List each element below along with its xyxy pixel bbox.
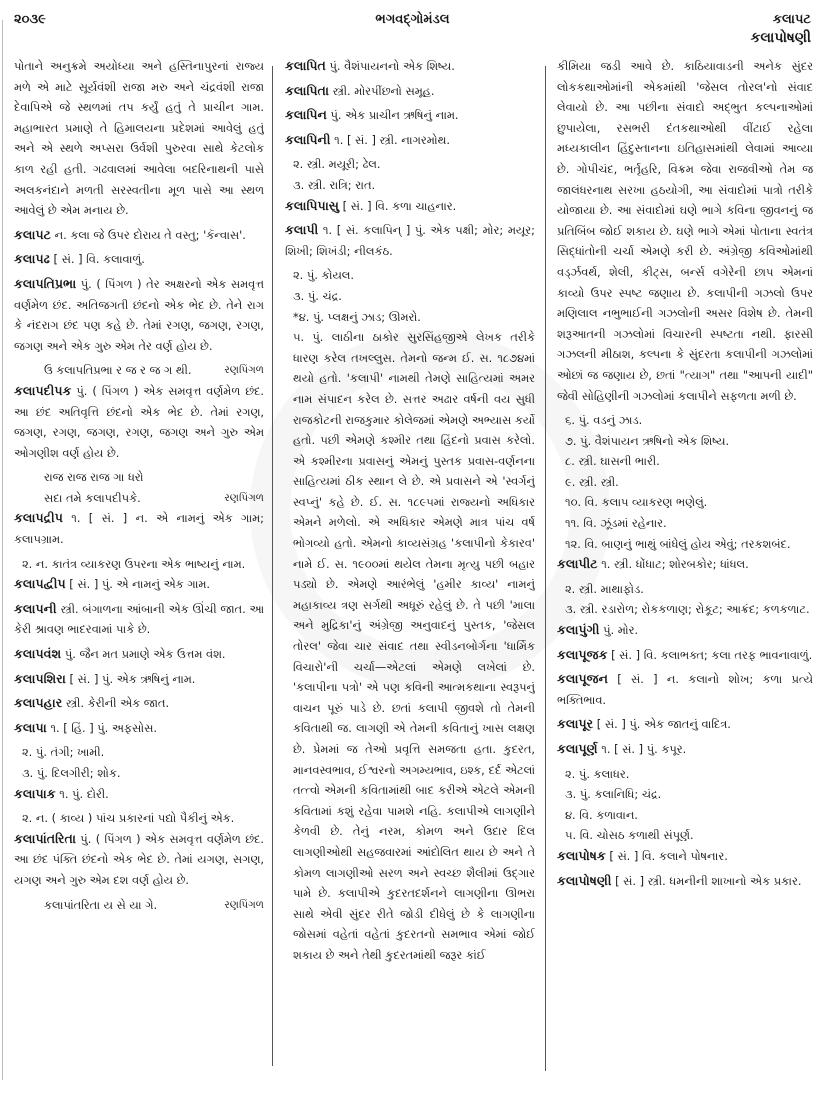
dictionary-entry [14,574,264,595]
definition: પું. મોર. [599,623,639,638]
sense-definition: ૩. પું. કલાનિધિ; ચંદ્ર. [565,787,662,802]
headword: કલાપહાર [14,695,63,711]
sense-definition: ૩. સ્ત્રી. રાત્રિ; રાત. [293,177,376,192]
column-1 [14,56,264,1075]
definition: [ સં. ] સ્ત્રી. ધમનીની શાખાનો એક પ્રકાર. [611,873,802,888]
definition: પું. જૈન મત પ્રમાણે એક ઉત્તમ વંશ. [61,647,226,662]
dictionary-entry [557,554,813,575]
dictionary-entry [14,274,264,356]
dictionary-entry [14,381,264,463]
dictionary-entry [285,105,535,126]
headword: કલાપીટ [557,556,598,572]
verse-quote [14,895,264,916]
dictionary-entry [557,669,813,710]
dictionary-entry [557,620,813,641]
dictionary-entry [14,693,264,714]
definition: સ્ત્રી. બંગાળના આંબાની એક ઊંચી જાત. આ કેરી શ્રાવણ ભાદરવામાં પાકે છે. [14,601,264,637]
source-reference: રણપિંગળ [224,491,264,504]
definition: પું. ( પિંગળ ) એક સમવૃત્ત વર્ણમેળ છંદ. આ છંદ અતિવૃત્તિ છંદનો એક ભેદ છે. તેમાં રગણ, જગણ, રગણ, જગણ, રગણ, જગણ અને ગુરુ એમ ઓગણીશ વર્ણ હોય છે. [14,383,264,460]
continued-text: પોતાને અનુક્રમે અયોધ્યા અને હસ્તિનાપુરનાં રાજ્ય મળે એ માટે સૂર્યવંશી રાજા મરુ અને ચંદ્રવંશી રાજા દેવાપિએ જે સ્થળમાં તપ કર્યું હતું તે પ્રાચીન ગામ. મહાભારત પ્રમાણે તે હિમાલયના પ્રદેશમાં આવેલું હતું અને એ સ્થળે અપ્સરા ઉર્વશી પુરુરવા સાથે કેટલોક કાળ રહી હતી. ગઢવાલમાં આવેલા બદરિનાથની પાસે અલકનંદાને મળતી સરસ્વતીના મૂળ પાસે આ સ્થળ આવેલું છે એમ મનાય છે. [14,59,264,218]
dictionary-entry [14,784,264,805]
dictionary-entry [285,196,535,217]
headword: કલાપોષણી [557,872,612,888]
headword: કલાપટ [14,226,52,242]
headword: કલાપી [285,222,319,238]
definition: [ સં. ] પું. એક જાતનું વાદિત્ર. [593,717,731,732]
sense-definition: ૭. પું. વૈશંપાયન ઋષિનો એક શિષ્ય. [565,433,730,448]
dictionary-entry [14,508,264,549]
definition: ૧. [ સં. ] ન. એ નામનું એક ગામ; કલાપગ્રામ. [14,511,264,547]
source-reference: રણપિંગળ [224,898,264,911]
sense-definition: ૨. સ્ત્રી. મયૂરી; ઢેલ. [293,157,381,172]
dictionary-entry [557,739,813,760]
definition: [ સં. ] વિ. કલાવાળું. [49,252,145,267]
headword: કલાપોષક [557,847,606,863]
sense-definition: ૨. ન. ( કાવ્ય ) પાંચ પ્રકારનાં પદ્યો પૈકીનું એક. [22,811,235,826]
sense-definition: ૨. પું. કોયલ. [293,268,355,283]
headword: કલાપદીપક [14,382,72,398]
headword: કલાપા [14,719,47,735]
sense-definition: ૧૧. વિ. ઝૂંડમાં રહેનાર. [565,516,667,531]
headword: કલાપદ્વીપ [14,576,66,592]
guide-word-end: કલાપોષણી [750,30,811,46]
headword: કલાપૂર [557,716,594,732]
headword: કલાપિની [285,131,331,147]
definition: ૧. [ હિં. ] પું. અફસોસ. [46,720,157,735]
dictionary-entry [285,81,535,102]
definition: ૧. પું. દોરી. [55,786,109,801]
page-number: ૨૦૩૯ [14,12,46,27]
definition: [ સં. ] પું. એક ઋષિનું નામ. [65,671,196,686]
sense-definition: ૨. ન. કાતંત્ર વ્યાકરણ ઉપરના એક ભાષ્યનું નામ. [22,556,246,571]
headword: કલાપિન [285,107,327,123]
dictionary-entry [14,225,264,246]
sense-definition: ૨. સ્ત્રી. માથાફોડ. [565,581,644,596]
definition: [ સં. ] વિ. કલાને પોષનાર. [605,848,728,863]
dictionary-entry [285,130,535,151]
sense-definition: ૨. પું. કલાધર. [565,766,630,781]
sense-definition: ૧૦. વિ. કલાપ વ્યાકરણ ભણેલું. [565,495,708,510]
definition: [ સં. ] ન. કલાનો શોખ; કળા પ્રત્યે ભક્તિભાવ. [557,672,813,707]
sense-definition: ૧૨. વિ. બાણનું ભાથું બાંધેલું હોય એવું; તરકશબંદ. [565,536,791,551]
sense-definition: ૩. પું. દિલગીરી; શોક. [22,766,121,780]
sense-definition: ૯. સ્ત્રી. સ્ત્રી. [565,474,619,489]
dictionary-entry [14,718,264,739]
sense-definition: ૬. પું. વડનું ઝાડ. [565,413,643,428]
headword: કલાપુંગી [557,622,600,638]
sense-definition: ૫. પું. લાઠીના ઠાકોર સુરસિંહજીએ લેખક તરીકે ધારણ કરેલ તખલ્લુસ. તેમનો જન્મ ઈ. સ. ૧૮૭૪માં થયો હતો. 'કલાપી' નામથી તેમણે સાહિત્યમાં અમર નામ સંપાદન કરેલ છે. સત્તર અઢાર વર્ષની વય સુધી રાજકોટની રાજકુમાર કોલેજમાં એમણે અભ્યાસ કર્યો હતો. પછી એમણે કશ્મીર તથા હિંદનો પ્રવાસ કરેલો. એ કશ્મીરના પ્રવાસનું એમનું પુસ્તક પ્રવાસ-વર્ણનના સાહિત્યમાં ઠીક સ્થાન લે છે. એ પ્રવાસને એ 'સ્વર્ગનું સ્વપ્નું' કહે છે. ઈ. સ. ૧૮૯૫માં રાજ્યનો અધિકાર એમને મળેલો. એ અધિકાર એમણે માત્ર પાંચ વર્ષ ભોગવ્યો હતો. એમનો કાવ્યસંગ્રહ 'કલાપીનો કેકારવ' નામે ઈ. સ. ૧૯૦૦માં થયેલ તેમના મૃત્યુ પછી બહાર પડ્યો છે. એમણે આરંભેલું 'હમીર કાવ્ય' નામનું મહાકાવ્ય ત્રણ સર્ગથી અધૂરું રહેલું છે. તે પછી 'માલા અને મુદ્રિકા'નું અંગ્રેજી અનુવાદનું પુસ્તક, 'જેસલ તોરલ' જેવા ચાર સંવાદ તથા સ્વીડનબોર્ગના 'ધાર્મિક વિચારો'ની ચર્ચા—એટલાં એમણે લખેલાં છે. 'કલાપીના પત્રો' એ પણ કવિની આત્મકથાના સ્વરૂપનું વાચન પૂરું પાડે છે. છતાં કલાપી જીવશે તો તેમની કવિતાથી જ. લાગણી એ તેમની કવિતાનું ખાસ લક્ષણ છે. પ્રેમમાં જ તેઓ પ્રવૃત્તિ સમજતા હતા. કુદરત, માનવસ્વભાવ, ઈશ્વરનો અગમ્યભાવ, ઇશ્ક, દર્દ એટલાં તત્ત્વો એમની કવિતામાંથી બાદ કરીએ એટલે એમની કવિતામાં કશું રહેવા પામશે નહિ. કલાપીએ લાગણીને કેળવી છે. તેનું નરમ, કોમળ અને ઉદાર દિલ લાગણીઓથી સહજવારમાં આંદોલિત થાય છે અને તે કોમળ લાગણીઓ સરળ અને સ્વચ્છ શૈલીમાં ઉદ્ગાર પામે છે. કલાપીએ કુદરતદર્શનને લાગણીના ઊભરા સાથે એવી સુંદર રીતે જોડી દીધેલું છે કે લાગણીના જોસમાં વહેતાં વહેતાં કુદરતનો સમભાવ એમાં જોઈ શકાય છે અને તેથી કુદરતમાંથી જરૂર કાંઈ [293,330,535,962]
definition: [ સં. ] વિ. કળા ચાહનાર. [338,198,457,213]
verse-text: ઉ કલાપતિપ્રભા ર જ ર જ ગ થી. [44,363,192,378]
headword: કલાપિત [285,58,326,73]
verse-text: સદા તમે કલાપદીપકે. [44,490,141,505]
verse-text: કલાપાંતરિતા ય સે યા ગે. [44,897,158,912]
headword: કલાપાંતરિતા [14,830,76,846]
headword: કલાપની [14,600,57,616]
dictionary-entry [557,846,813,867]
guide-word-start: કલાપટ [772,12,811,27]
sense-definition: ૪. વિ. કળાવાન. [565,807,638,822]
definition: સ્ત્રી. કેરીની એક જાત. [62,696,170,711]
sense-definition: ૨. પું. તંગી; ખામી. [22,745,105,760]
dictionary-entry [14,669,264,690]
verse-quote [14,467,264,488]
dictionary-entry [557,645,813,666]
headword: કલાપઢ [14,251,50,267]
dictionary-entry [557,714,813,735]
definition: પું. ( પિંગળ ) તેર અક્ષરનો એક સમવૃત્ત વર્ણમેળ છંદ. અતિજગતી છંદનો એક ભેદ છે. તેને રાગ કે નંદરાગ છંદ પણ કહે છે. તેમાં રગણ, જગણ, રગણ, જગણ અને એક ગુરુ એમ તેર વર્ણ હોય છે. [14,276,264,353]
definition: [ સં. ] પું. એ નામનું એક ગામ. [65,577,211,592]
dictionary-entry [14,829,264,891]
sense-definition: *૪. પું. પ્લક્ષનું ઝાડ; ઊમરો. [293,309,421,324]
column-divider [272,66,273,1066]
sense-definition: ૩. સ્ત્રી. રડારોળ; રોકકળાણ; રોકૂટ; આક્રંદ; કળકળાટ. [565,602,810,617]
page-edge-line [2,20,3,1080]
headword: કલાપૂજક [557,646,608,662]
column-divider [545,66,546,1071]
headword: કલાપતિપ્રભા [14,275,77,291]
column-3 [557,56,813,1075]
definition: ૧. [ સં. ] પું. કપૂર. [597,742,687,756]
headword: કલાપૂર્ણ [557,741,598,756]
definition: [ સં. ] વિ. કલાભક્ત; કલા તરફ ભાવનાવાળું. [607,647,813,662]
sense-definition: ૫. વિ. ચોસઠ કળાથી સંપૂર્ણ. [565,828,694,843]
definition: ૧. સ્ત્રી. ધોંધાટ; શોરબકોર; ધાંધલ. [597,557,749,572]
definition: પું. એક પ્રાચીન ઋષિનું નામ. [326,108,459,123]
headword: કલાપિતા [285,82,329,98]
headword: કલાપશિરા [14,670,66,686]
headword: કલાપાક [14,785,56,801]
headword: કલાપદ્રીપ [14,510,63,526]
definition: ૧. [ સં. કલાપિન્ ] પું. એક પક્ષી; મોર; મયૂર; શિખી; શિખંડી; નીલકંઠ. [285,223,535,258]
dictionary-entry [14,249,264,270]
verse-text: રાજ રાજ રાજ ગા ધરો [44,470,144,485]
verse-quote [14,360,264,381]
dictionary-entry [557,871,813,892]
sense-definition: ૩. પું. ચંદ્ર. [293,288,342,303]
dictionary-entry [14,599,264,640]
dictionary-entry [285,220,535,261]
verse-quote [14,488,264,509]
definition: પું. વૈશંપાયનનો એક શિષ્ય. [325,59,455,73]
dictionary-entry [285,56,535,77]
definition: સ્ત્રી. મોરપીંછનો સમૂહ. [328,83,435,98]
definition: ૧. [ સં. ] સ્ત્રી. નાગરમોથ. [330,132,451,147]
headword: કલાપિપાસુ [285,197,339,213]
definition: પું. ( પિંગળ ) એક સમવૃત્ત વર્ણમેળ છંદ. આ છંદ પંક્તિ છંદનો એક ભેદ છે. તેમાં યગણ, સગણ, યગણ અને ગુરુ એમ દશ વર્ણ હોય છે. [14,831,264,887]
continued-text: કીમિયા જડી આવે છે. કાઠિયાવાડની અનેક સુંદર લોકકથાઓમાંની એકમાંથી 'જેસલ તોરલ'નો સંવાદ લેવાયો છે. આ પછીના સંવાદો અદ્ભુત કલ્પનાઓમાં છુપાયેલા, રસભરી દંતકથાઓથી વીંટાઈ રહેલા મધ્યકાલીન હિંદુસ્તાનના ઇતિહાસમાંથી લેવામાં આવ્યા છે. ગોપીચંદ, ભર્તૃહરિ, વિક્રમ જેવા રાજવીઓ તેમ જ જાલંધરનાથ સરખા હઠયોગી, આ સંવાદોમાં પાત્રો તરીકે યોજાયા છે. આ સંવાદોમાં ઘણે ભાગે કવિના જીવનનું જ પ્રતિબિંબ જોઈ શકાય છે. ઘણે ભાગે એમાં પોતાના સ્વતંત્ર સિદ્ધાંતોની ચર્ચા એમણે કરી છે. અંગ્રેજી કવિઓમાંથી વર્ડ્ઝવર્થ, શેલી, કીટ્સ, બર્ન્સ વગેરેની છાપ એમનાં કાવ્યો ઉપર સ્પષ્ટ જણાય છે. કલાપીની ગઝલો ઉપર મણિલાલ નભુભાઈની ગઝલોની અસર વિશેષ છે. તેમની શરૂઆતની ગઝલોમાં વિચારની સ્પષ્ટતા નથી. ફારસી ગઝલની મીઠાશ, કલ્પના કે સુંદરતા કલાપીની ગઝલોમાં ઓછાં જ જણાય છે, છતાં "ત્યાગ" તથા "આપની યાદી" જેવી સોહિણીની ગઝલોમાં કલાપીને સફળતા મળી છે. [557,59,813,403]
headword: કલાપવંશ [14,646,62,662]
definition: ન. કલા જે ઉપર દોરાય તે વસ્તુ; 'કૅન્વાસ'. [51,227,246,242]
headword: કલાપૂજન [557,671,608,687]
sense-definition: ૮. સ્ત્રી. ઘાસની ભારી. [565,454,660,469]
source-reference: રણપિંગળ [224,364,264,377]
dictionary-entry [14,644,264,665]
book-title: ભગવદ્ગોમંડલ [375,12,450,27]
page-header [0,0,825,58]
column-2 [285,56,535,1075]
